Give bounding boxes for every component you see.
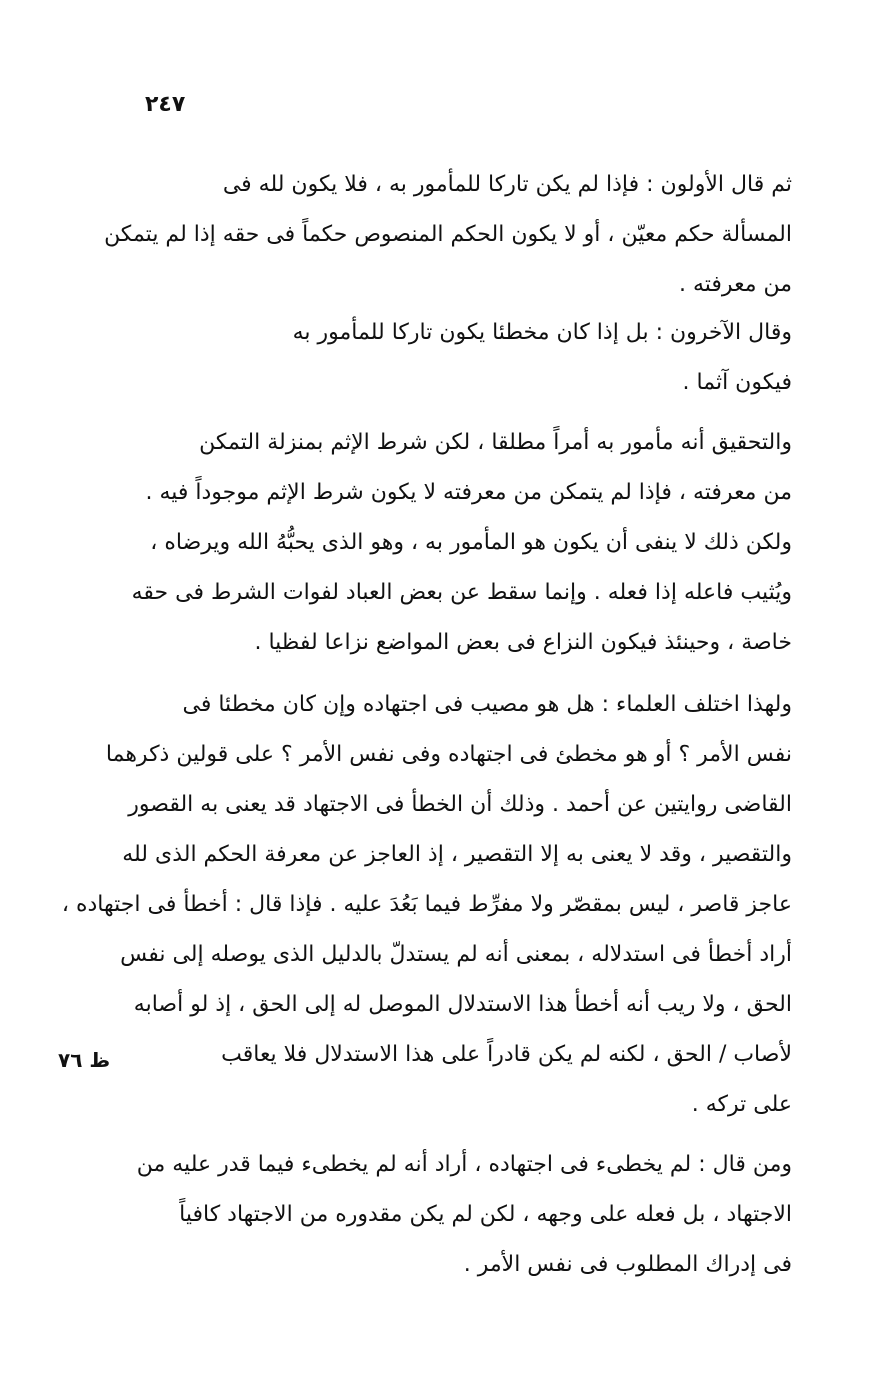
page-number: ٢٤٧ [145,92,186,117]
paragraph-1 [104,160,792,310]
text-line: والتقصير ، وقد لا يعنى به إلا التقصير ، إذ العاجز عن معرفة الحكم الذى لله [122,842,792,867]
text-line: من معرفته . [679,272,792,297]
text-line: عاجز قاصر ، ليس بمقصّر ولا مفرِّط فيما بَعُدَ عليه . فإذا قال : أخطأ فى اجتهاده ، [61,892,792,917]
text-line: خاصة ، وحينئذ فيكون النزاع فى بعض المواضع نزاعا لفظيا . [254,630,792,655]
text-line: فيكون آثما . [682,370,792,395]
text-line: الحق ، ولا ريب أنه أخطأ هذا الاستدلال الموصل له إلى الحق ، إذ لو أصابه [133,992,792,1017]
text-line: من معرفته ، فإذا لم يتمكن من معرفته لا يكون شرط الإثم موجوداً فيه . [145,480,792,505]
text-line: على تركه . [691,1092,792,1117]
text-line: المسألة حكم معيّن ، أو لا يكون الحكم المنصوص حكماً فى حقه إذا لم يتمكن [104,222,792,247]
margin-note: ظ ٧٦ [58,1048,111,1072]
text-line: فى إدراك المطلوب فى نفس الأمر . [463,1252,792,1277]
text-line: ويُثيب فاعله إذا فعله . وإنما سقط عن بعض العباد لفوات الشرط فى حقه [131,580,792,605]
text-line: الاجتهاد ، بل فعله على وجهه ، لكن لم يكن مقدوره من الاجتهاد كافياً [179,1202,792,1227]
text-line: ولكن ذلك لا ينفى أن يكون هو المأمور به ، وهو الذى يحبُّهُ الله ويرضاه ، [150,530,792,555]
text-line: أراد أخطأ فى استدلاله ، بمعنى أنه لم يستدلّ بالدليل الذى يوصله إلى نفس [120,942,792,967]
paragraph-5 [136,1140,792,1290]
text-line: ثم قال الأولون : فإذا لم يكن تاركا للمأمور به ، فلا يكون لله فى [222,172,792,197]
paragraph-2 [140,308,792,408]
text-line: لأصاب / الحق ، لكنه لم يكن قادراً على هذا الاستدلال فلا يعاقب [221,1042,792,1067]
text-line: نفس الأمر ؟ أو هو مخطئ فى اجتهاده وفى نفس الأمر ؟ على قولين ذكرهما [105,742,792,767]
text-line: ولهذا اختلف العلماء : هل هو مصيب فى اجتهاده وإن كان مخطئا فى [182,692,792,717]
text-line: والتحقيق أنه مأمور به أمراً مطلقا ، لكن شرط الإثم بمنزلة التمكن [199,430,792,455]
text-line: القاضى روايتين عن أحمد . وذلك أن الخطأ فى الاجتهاد قد يعنى به القصور [128,792,792,817]
paragraph-3 [131,418,792,668]
text-line: وقال الآخرون : بل إذا كان مخطئا يكون تاركا للمأمور به [292,320,792,345]
text-line: ومن قال : لم يخطىء فى اجتهاده ، أراد أنه لم يخطىء فيما قدر عليه من [136,1152,792,1177]
